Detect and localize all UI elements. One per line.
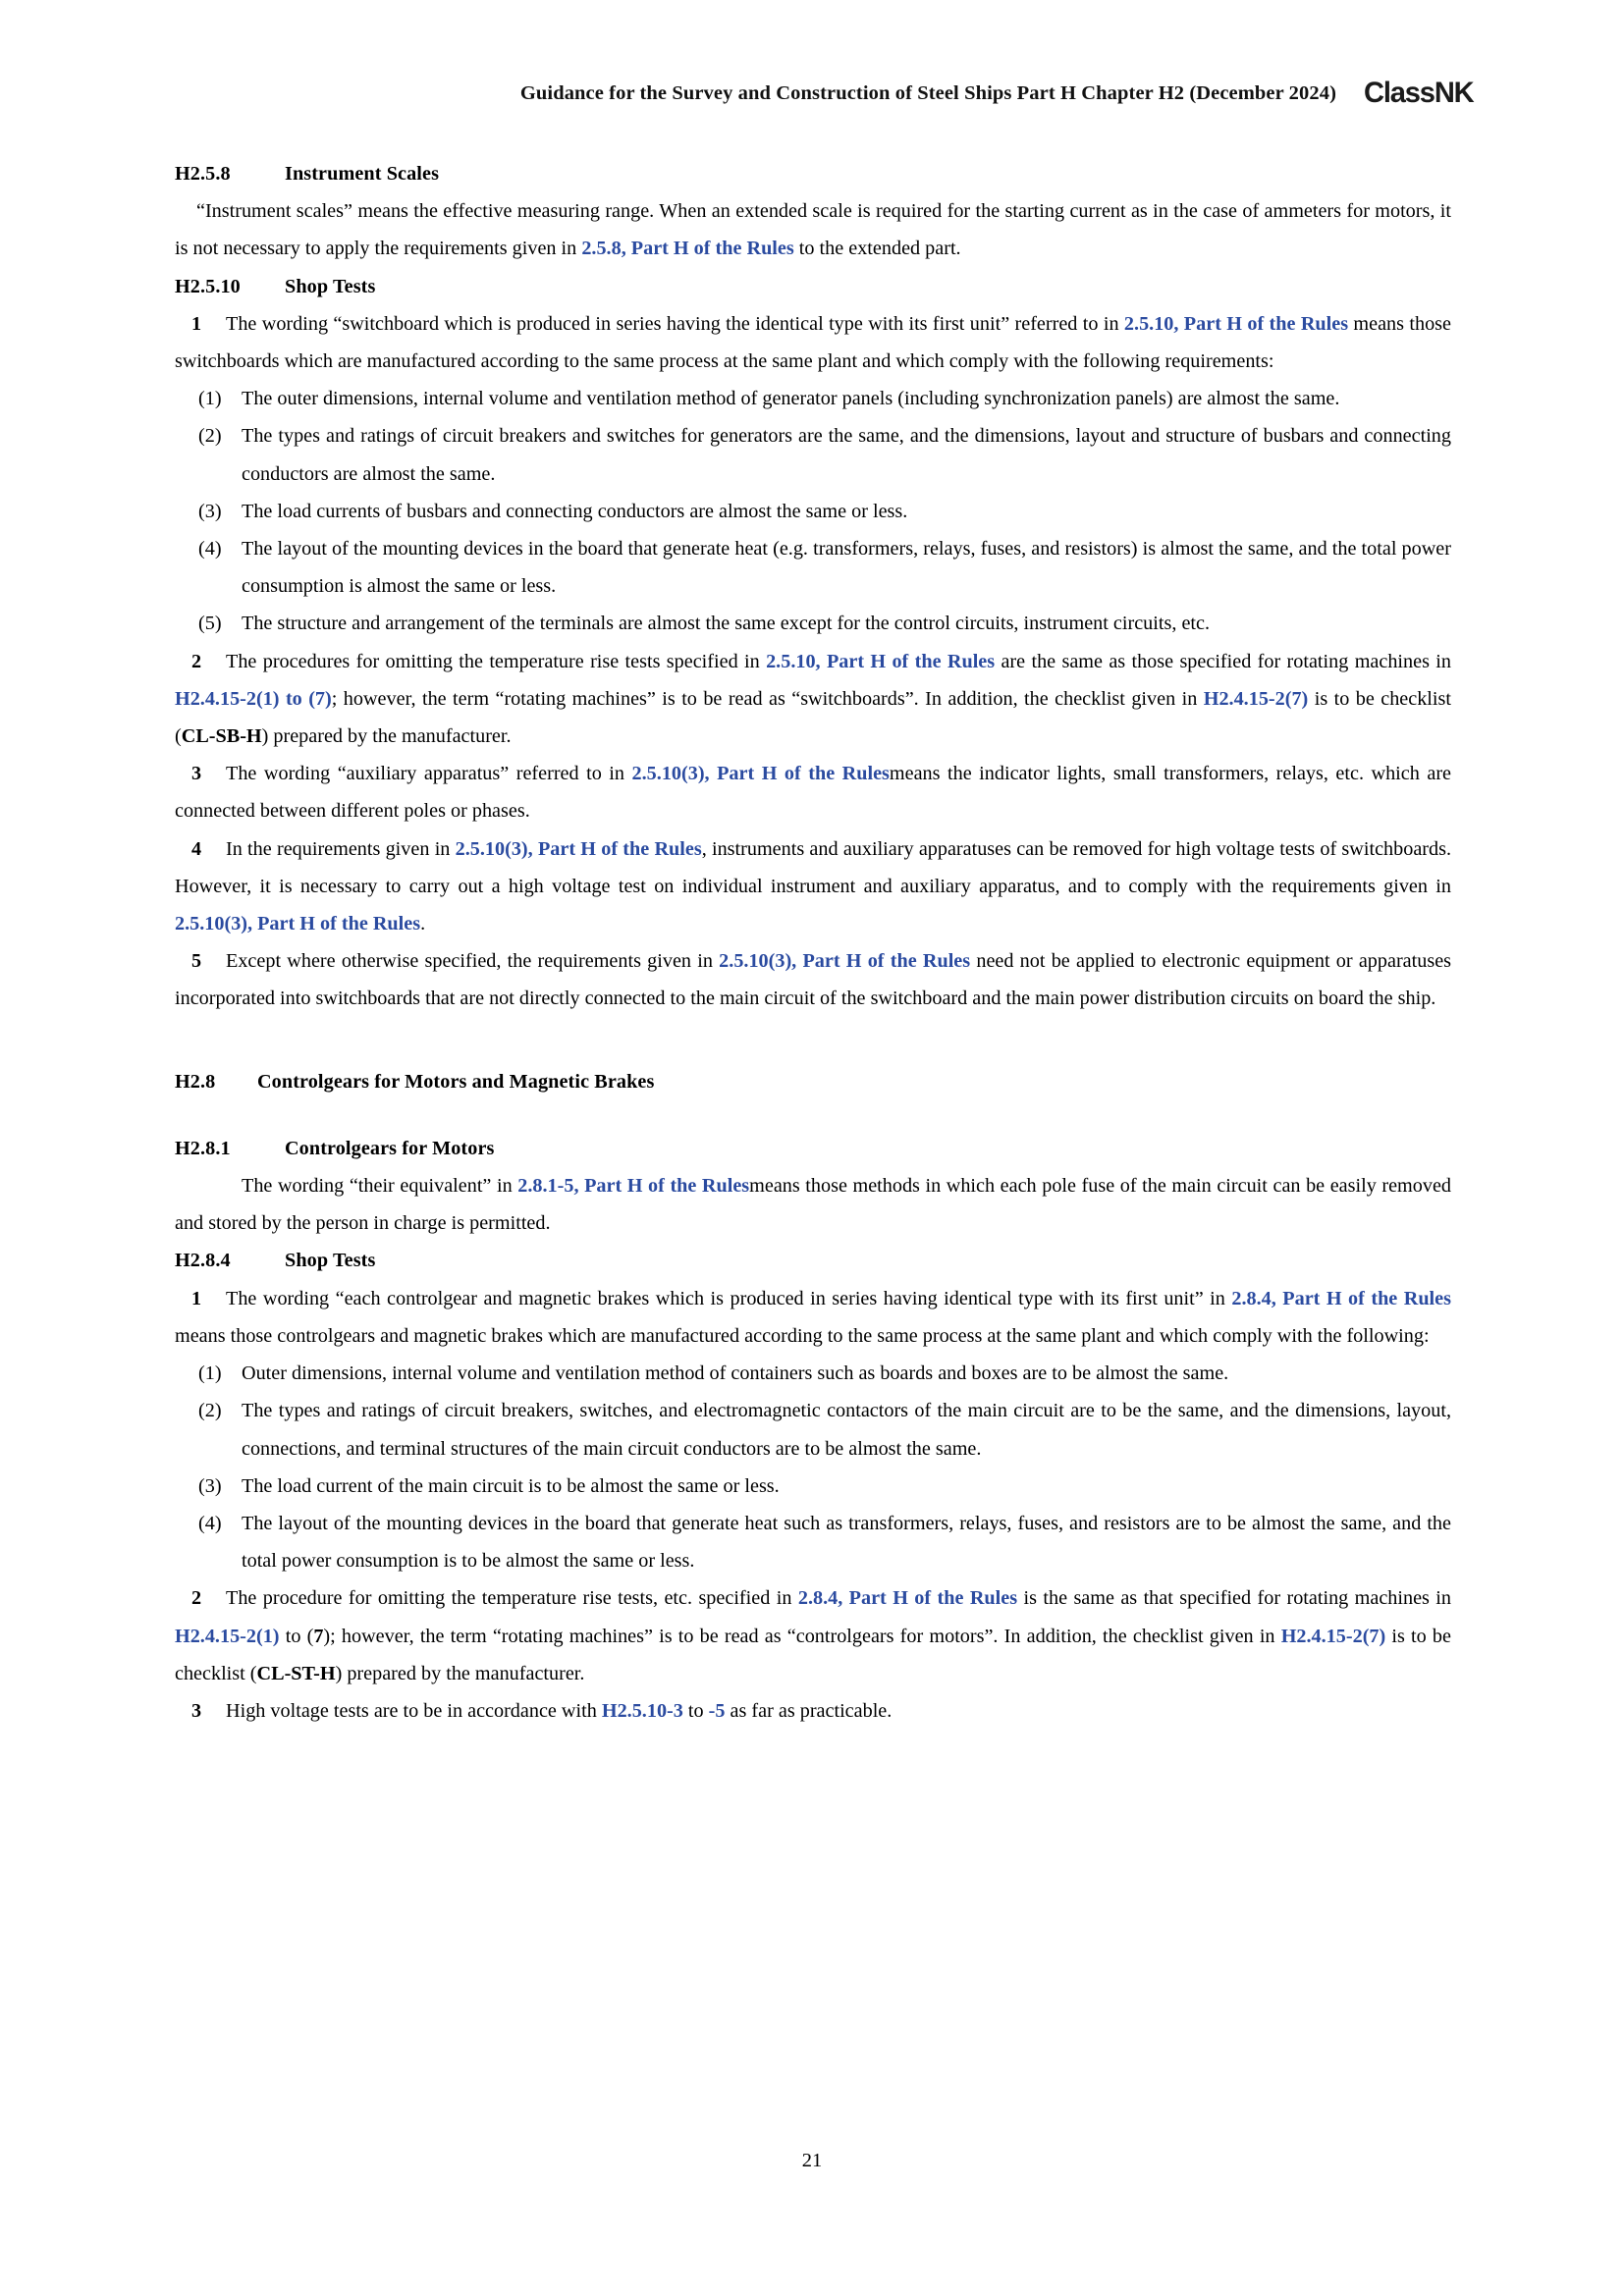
list-marker: (3) — [198, 500, 222, 522]
paragraph-h2-8-1-body — [175, 1167, 1451, 1242]
text-segment: ); however, the term “rotating machines” is to be read as “controlgears for motors”. In addition, the checklist given in — [323, 1625, 1281, 1647]
text-segment: The wording “their equivalent” in — [242, 1175, 518, 1198]
text-segment: is to be checklist ( — [175, 1625, 1451, 1684]
text-segment: means those switchboards which are manufactured according to the same process at the same plant and which comply with the following requirements: — [175, 312, 1451, 373]
section-spacer — [175, 1018, 1451, 1063]
heading-h2-8-4-title: Shop Tests — [285, 1250, 376, 1272]
classnk-logo: ClassNK — [1364, 77, 1474, 109]
rule-reference-link[interactable]: 2.5.10, Part H of the Rules — [766, 650, 996, 672]
rule-reference-link[interactable]: 2.5.10, Part H of the Rules — [1123, 312, 1349, 335]
rule-reference-link[interactable]: 2.5.10(3), Part H of the Rules — [455, 837, 702, 860]
document-header-title: Guidance for the Survey and Construction of Steel Ships Part H Chapter H2 (December 2024) — [519, 81, 1337, 104]
heading-h2-5-8-title: Instrument Scales — [285, 163, 440, 185]
list-item — [175, 605, 1451, 642]
paragraph-h2-5-10-3 — [175, 755, 1451, 829]
list-item-text: The load currents of busbars and connecting conductors are almost the same or less. — [242, 500, 908, 522]
heading-h2-8-title: Controlgears for Motors and Magnetic Brakes — [257, 1070, 655, 1093]
rule-reference-link[interactable]: H2.4.15-2(7) — [1203, 687, 1309, 710]
heading-h2-5-10-number: H2.5.10 — [175, 275, 241, 297]
text-segment: ) prepared by the manufacturer. — [261, 725, 512, 748]
heading-h2-8-1-title: Controlgears for Motors — [285, 1137, 495, 1159]
list-marker: (2) — [198, 1400, 222, 1422]
text-segment: Except where otherwise specified, the requirements given in — [226, 950, 720, 973]
paragraph-h2-5-10-2 — [175, 643, 1451, 756]
list-marker: (3) — [198, 1474, 222, 1497]
paragraph-number: 5 — [191, 950, 202, 973]
list-item — [175, 1468, 1451, 1505]
heading-h2-8-1 — [175, 1130, 1451, 1167]
rule-reference-link[interactable]: 2.5.8, Part H of the Rules — [581, 238, 794, 260]
rule-reference-link[interactable]: H2.4.15-2(1) to (7) — [175, 687, 332, 710]
paragraph-number: 3 — [191, 1699, 202, 1722]
paragraph-h2-8-4-2 — [175, 1579, 1451, 1692]
paragraph-h2-8-4-1 — [175, 1280, 1451, 1355]
rule-reference-link[interactable]: 2.8.1-5, Part H of the Rules — [517, 1175, 750, 1198]
text-segment: is to be checklist ( — [175, 687, 1451, 748]
list-item-text: The outer dimensions, internal volume and ventilation method of generator panels (including synchronization panels) are almost the same. — [242, 388, 1340, 410]
text-segment: The procedures for omitting the temperature rise tests specified in — [226, 650, 767, 672]
text-segment: is the same as that specified for rotating machines in — [1017, 1587, 1452, 1610]
rule-reference-link[interactable]: 2.8.4, Part H of the Rules — [797, 1587, 1018, 1610]
list-item — [175, 1355, 1451, 1392]
text-segment: . — [420, 913, 426, 935]
heading-h2-8-4-number: H2.8.4 — [175, 1250, 231, 1272]
list-marker: (4) — [198, 538, 222, 561]
list-item — [175, 530, 1451, 605]
rule-reference-link[interactable]: H2.5.10-3 — [601, 1699, 683, 1722]
text-segment: ; however, the term “rotating machines” is to be read as “switchboards”. In addition, the checklist given in — [331, 687, 1204, 710]
paragraph-h2-5-10-5 — [175, 942, 1451, 1017]
text-segment: , instruments and auxiliary apparatuses can be removed for high voltage tests of switchboards. However, it is necessary to carry out a high voltage test on individual instrument and auxiliary apparatus, and to comply with the requirements given in — [175, 837, 1451, 897]
rule-reference-link[interactable]: H2.4.15-2(7) — [1280, 1625, 1386, 1647]
paragraph-h2-5-10-1 — [175, 305, 1451, 380]
page-number: 21 — [801, 2150, 823, 2171]
paragraph-number: 2 — [191, 1587, 202, 1610]
list-h2-8-4-items — [175, 1355, 1451, 1579]
text-segment: need not be applied to electronic equipment or apparatuses incorporated into switchboards that are not directly connected to the main circuit of the switchboard and the main power distribution circuits on board the ship. — [175, 950, 1452, 1010]
text-segment: ) prepared by the manufacturer. — [335, 1662, 585, 1684]
paragraph-h2-8-4-3 — [175, 1692, 1451, 1730]
text-segment: as far as practicable. — [725, 1699, 893, 1722]
heading-h2-8 — [175, 1063, 1451, 1100]
list-marker: (2) — [198, 425, 222, 448]
list-item — [175, 1392, 1451, 1467]
text-segment: to ( — [279, 1625, 314, 1647]
list-item — [175, 380, 1451, 417]
list-item-text: The types and ratings of circuit breakers, switches, and electromagnetic contactors of the main circuit are to be the same, and the dimensions, layout, connections, and terminal structures of the main circuit conductors are to be almost the same. — [242, 1400, 1451, 1460]
heading-h2-5-8-number: H2.5.8 — [175, 163, 231, 185]
text-segment: means those controlgears and magnetic brakes which are manufactured according to the same process at the same plant and which comply with the following: — [175, 1324, 1430, 1347]
paragraph-number: 1 — [191, 312, 202, 335]
text-segment: “Instrument scales” means the effective measuring range. When an extended scale is required for the starting current as in the case of ammeters for motors, it is not necessary to apply the requirements given in — [175, 200, 1451, 260]
text-segment: The wording “each controlgear and magnetic brakes which is produced in series having identical type with its first unit” in — [226, 1287, 1232, 1309]
list-item — [175, 417, 1451, 492]
list-marker: (4) — [198, 1512, 222, 1534]
document-body — [175, 155, 1451, 1730]
text-segment: are the same as those specified for rotating machines in — [995, 650, 1451, 672]
paragraph-number: 4 — [191, 837, 202, 860]
paragraph-h2-5-10-4 — [175, 830, 1451, 943]
paragraph-h2-5-8-body — [175, 192, 1451, 267]
list-item — [175, 493, 1451, 530]
heading-h2-5-8 — [175, 155, 1451, 192]
list-item-text: The structure and arrangement of the terminals are almost the same except for the control circuits, instrument circuits, etc. — [242, 613, 1211, 635]
rule-reference-link[interactable]: 2.5.10(3), Part H of the Rules — [719, 950, 971, 973]
text-segment: High voltage tests are to be in accordance with — [226, 1699, 602, 1722]
text-segment: The wording “auxiliary apparatus” referred to in — [226, 763, 632, 785]
section-spacer — [175, 1100, 1451, 1130]
rule-reference-link[interactable]: 2.8.4, Part H of the Rules — [1231, 1287, 1451, 1309]
inline-bold-text: 7 — [313, 1625, 324, 1647]
text-segment: The procedure for omitting the temperature rise tests, etc. specified in — [226, 1587, 798, 1610]
list-item-text: The types and ratings of circuit breakers and switches for generators are the same, and the dimensions, layout and structure of busbars and connecting conductors are almost the same. — [242, 425, 1451, 485]
rule-reference-link[interactable]: 2.5.10(3), Part H of the Rules — [631, 763, 890, 785]
list-item — [175, 1505, 1451, 1579]
heading-h2-5-10 — [175, 268, 1451, 305]
rule-reference-link[interactable]: 2.5.10(3), Part H of the Rules — [175, 913, 421, 935]
list-item-text: The layout of the mounting devices in the board that generate heat (e.g. transformers, relays, fuses, and resistors) is almost the same, and the total power consumption is almost the same or less. — [242, 538, 1451, 598]
page-footer — [0, 2150, 1624, 2172]
checklist-code: CL-ST-H — [256, 1662, 336, 1684]
text-segment: means those methods in which each pole fuse of the main circuit can be easily removed and stored by the person in charge is permitted. — [175, 1175, 1451, 1235]
page-header — [177, 77, 1477, 110]
list-item-text: The load current of the main circuit is to be almost the same or less. — [242, 1474, 780, 1497]
text-segment: means the indicator lights, small transformers, relays, etc. which are connected between different poles or phases. — [175, 763, 1451, 823]
paragraph-number: 2 — [191, 650, 202, 672]
checklist-code: CL-SB-H — [181, 725, 262, 748]
heading-h2-8-4 — [175, 1242, 1451, 1279]
list-marker: (1) — [198, 388, 222, 410]
heading-h2-5-10-title: Shop Tests — [285, 275, 376, 297]
list-item-text: The layout of the mounting devices in the board that generate heat such as transformers, relays, fuses, and resistors are to be almost the same, and the total power consumption is to be almost the same or less. — [242, 1512, 1451, 1573]
heading-h2-8-number: H2.8 — [175, 1070, 216, 1093]
list-marker: (1) — [198, 1362, 222, 1385]
paragraph-number: 3 — [191, 763, 202, 785]
text-segment: to the extended part. — [793, 238, 961, 260]
list-h2-5-10-items — [175, 380, 1451, 642]
paragraph-number: 1 — [191, 1287, 202, 1309]
text-segment: In the requirements given in — [226, 837, 456, 860]
rule-reference-link[interactable]: -5 — [708, 1699, 726, 1722]
list-item-text: Outer dimensions, internal volume and ventilation method of containers such as boards and boxes are to be almost the same. — [242, 1362, 1229, 1385]
rule-reference-link[interactable]: H2.4.15-2(1) — [175, 1625, 280, 1647]
text-segment: to — [682, 1699, 709, 1722]
text-segment: The wording “switchboard which is produced in series having the identical type with its first unit” referred to in — [226, 312, 1124, 335]
heading-h2-8-1-number: H2.8.1 — [175, 1137, 231, 1159]
list-marker: (5) — [198, 613, 222, 635]
